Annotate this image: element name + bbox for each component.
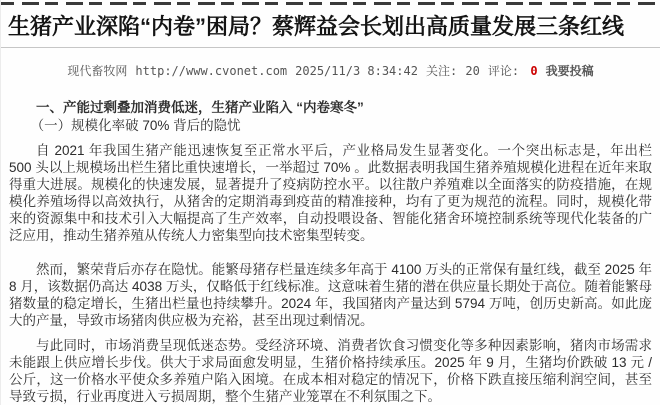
article-body — [1, 99, 660, 405]
paragraph: 与此同时，市场消费呈现低迷态势。受经济环境、消费者饮食习惯变化等多种因素影响，猪肉市场需求未能跟上供应增长步伐。供大于求局面愈发明显，生猪价格持续承压。2025 年 9 月，生猪均价跌破 13 元 / 公斤，这一价格水平使众多养殖户陷入困境。在成本相对稳定的情况下，价格下跌直接压缩利润空间，甚至导致亏损，行业再度进入亏损周期，整个生猪产业笼罩在不利氛围之下。 — [9, 338, 652, 404]
comment-label: 评论: — [487, 64, 527, 78]
cropped-nav-strip — [1, 2, 660, 5]
publish-datetime: 2025/11/3 8:34:42 — [295, 64, 418, 78]
paragraph: 自 2021 年我国生猪产能迅速恢复至正常水平后，产业格局发生显著变化。一个突出标志是，年出栏 500 头以上规模场出栏生猪比重快速增长，一举超过 70% 。此数据表明我国生猪养殖规模化进程在近年来取得重大进展。规模化的快速发展，显著提升了疫病防控水平。以往散户养殖难以全面落实的防疫措施，在规模化养殖场得以高效执行，从猪舍的定期消毒到疫苗的精准接种，均有了更为规范的流程。同时，规模化带来的资源集中和技术引入大幅提高了生产效率，自动投喂设备、智能化猪舍环境控制系统等现代化装备的广泛应用，推动生猪养殖从传统人力密集型向技术密集型转变。 — [9, 143, 652, 243]
comment-count: 0 — [530, 64, 538, 78]
source-name: 现代畜牧网 — [67, 64, 128, 78]
section-heading: 一、产能过剩叠加消费低迷，生猪产业陷入 “内卷寒冬” — [36, 100, 364, 115]
article-title: 生猪产业深陷“内卷”困局？蔡辉益会长划出高质量发展三条红线 — [8, 14, 625, 39]
article-meta — [1, 62, 660, 79]
follow-count: 20 — [465, 64, 480, 78]
source-url-link[interactable]: http://www.cvonet.com — [135, 64, 288, 78]
submit-article-link[interactable]: 我要投稿 — [545, 64, 594, 78]
follow-label: 关注: — [425, 64, 465, 78]
title-divider — [1, 47, 660, 48]
subsection-heading: （一）规模化率破 70% 背后的隐忧 — [30, 118, 241, 133]
paragraph: 然而，繁荣背后亦存在隐忧。能繁母猪存栏量连续多年高于 4100 万头的正常保有量红线，截至 2025 年 8 月，该数据仍高达 4038 万头，仅略低于红线标准。这意味着生猪的潜在供应量长期处于高位。随着能繁母猪数量的稳定增长，生猪出栏量也持续攀升。2024 年，我国猪肉产量达到 5794 万吨，创历史新高。如此庞大的产量，导致市场猪肉供应极为充裕，甚至出现过剩情况。 — [9, 262, 652, 328]
